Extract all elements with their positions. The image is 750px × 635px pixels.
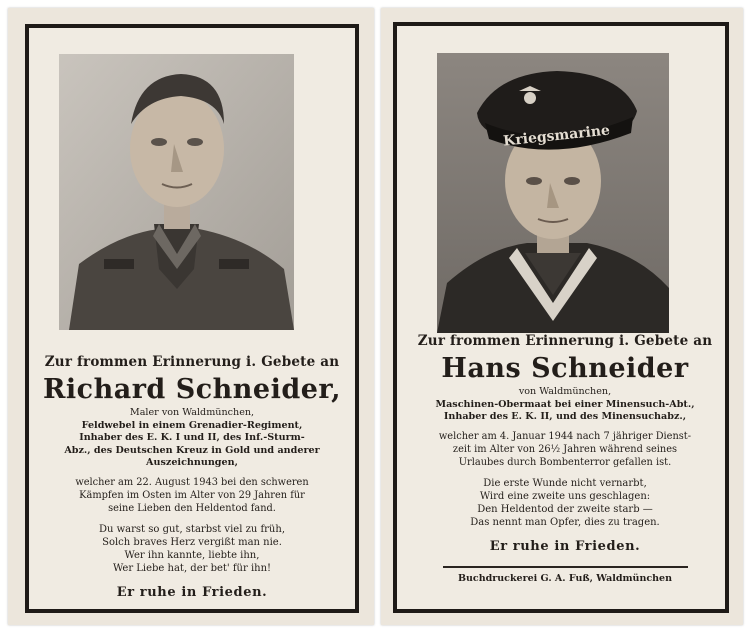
- divider-rule: [443, 566, 688, 568]
- text-block-hans: [415, 332, 715, 584]
- memorial-verse: [415, 477, 715, 529]
- memorial-verse: [42, 523, 342, 575]
- verse-line: Das nennt man Opfer, dies zu tragen.: [470, 516, 660, 528]
- memorial-card-richard: [8, 8, 374, 625]
- deceased-name: Hans Schneider: [441, 353, 689, 384]
- details-line: Abz., des Deutschen Kreuz in Gold und anderer: [64, 444, 320, 456]
- verse-line: Du warst so gut, starbst viel zu früh,: [98, 523, 285, 535]
- text-block-richard: [42, 353, 342, 600]
- intro-line: Zur frommen Erinnerung i. Gebete an: [44, 354, 340, 370]
- verse-line: Wird eine zweite uns geschlagen:: [479, 490, 651, 502]
- verse-line: Solch braves Herz vergißt man nie.: [102, 536, 282, 548]
- death-line: Urlaubes durch Bombenterror gefallen ist.: [458, 456, 672, 468]
- death-notice: [42, 476, 342, 515]
- verse-line: Die erste Wunde nicht vernarbt,: [483, 477, 647, 489]
- death-line: seine Lieben den Heldentod fand.: [108, 502, 276, 514]
- details-line: Feldwebel in einem Grenadier-Regiment,: [81, 419, 303, 431]
- closing-blessing: Er ruhe in Frieden.: [116, 584, 268, 600]
- portrait-hans-image: [437, 53, 669, 333]
- verse-line: Den Heldentod der zweite starb —: [477, 503, 653, 515]
- verse-line: Wer Liebe hat, der bet' für ihn!: [112, 562, 272, 574]
- details-line: Inhaber des E. K. I und II, des Inf.-Sturm-: [79, 432, 305, 443]
- origin-line: Maler von Waldmünchen,: [129, 407, 255, 418]
- details-line: Auszeichnungen,: [146, 457, 238, 468]
- cap-band-text: Kriegsmarine: [502, 122, 611, 150]
- portrait-photo-richard: [59, 54, 294, 330]
- intro-line: Zur frommen Erinnerung i. Gebete an: [417, 333, 713, 349]
- verse-line: Wer ihn kannte, liebte ihn,: [124, 549, 260, 561]
- closing-blessing: Er ruhe in Frieden.: [489, 538, 641, 554]
- death-line: welcher am 22. August 1943 bei den schweren: [75, 476, 309, 488]
- death-notice: [415, 430, 715, 469]
- portrait-richard-image: [59, 54, 294, 330]
- death-line: Kämpfen im Osten im Alter von 29 Jahren für: [79, 489, 305, 501]
- origin-line: von Waldmünchen,: [518, 386, 612, 397]
- deceased-name: Richard Schneider,: [42, 374, 342, 405]
- printer-imprint: Buchdruckerei G. A. Fuß, Waldmünchen: [457, 572, 672, 584]
- death-line: welcher am 4. Januar 1944 nach 7 jähriger Dienst-: [438, 430, 692, 442]
- portrait-photo-hans: [437, 53, 669, 333]
- death-line: zeit im Alter von 26½ Jahren während seines: [452, 443, 678, 455]
- details-line: Inhaber des E. K. II, und des Minensuchabz.,: [443, 411, 687, 422]
- details-line: Maschinen-Obermaat bei einer Minensuch-Abt.,: [435, 398, 695, 410]
- memorial-card-hans: [381, 8, 743, 625]
